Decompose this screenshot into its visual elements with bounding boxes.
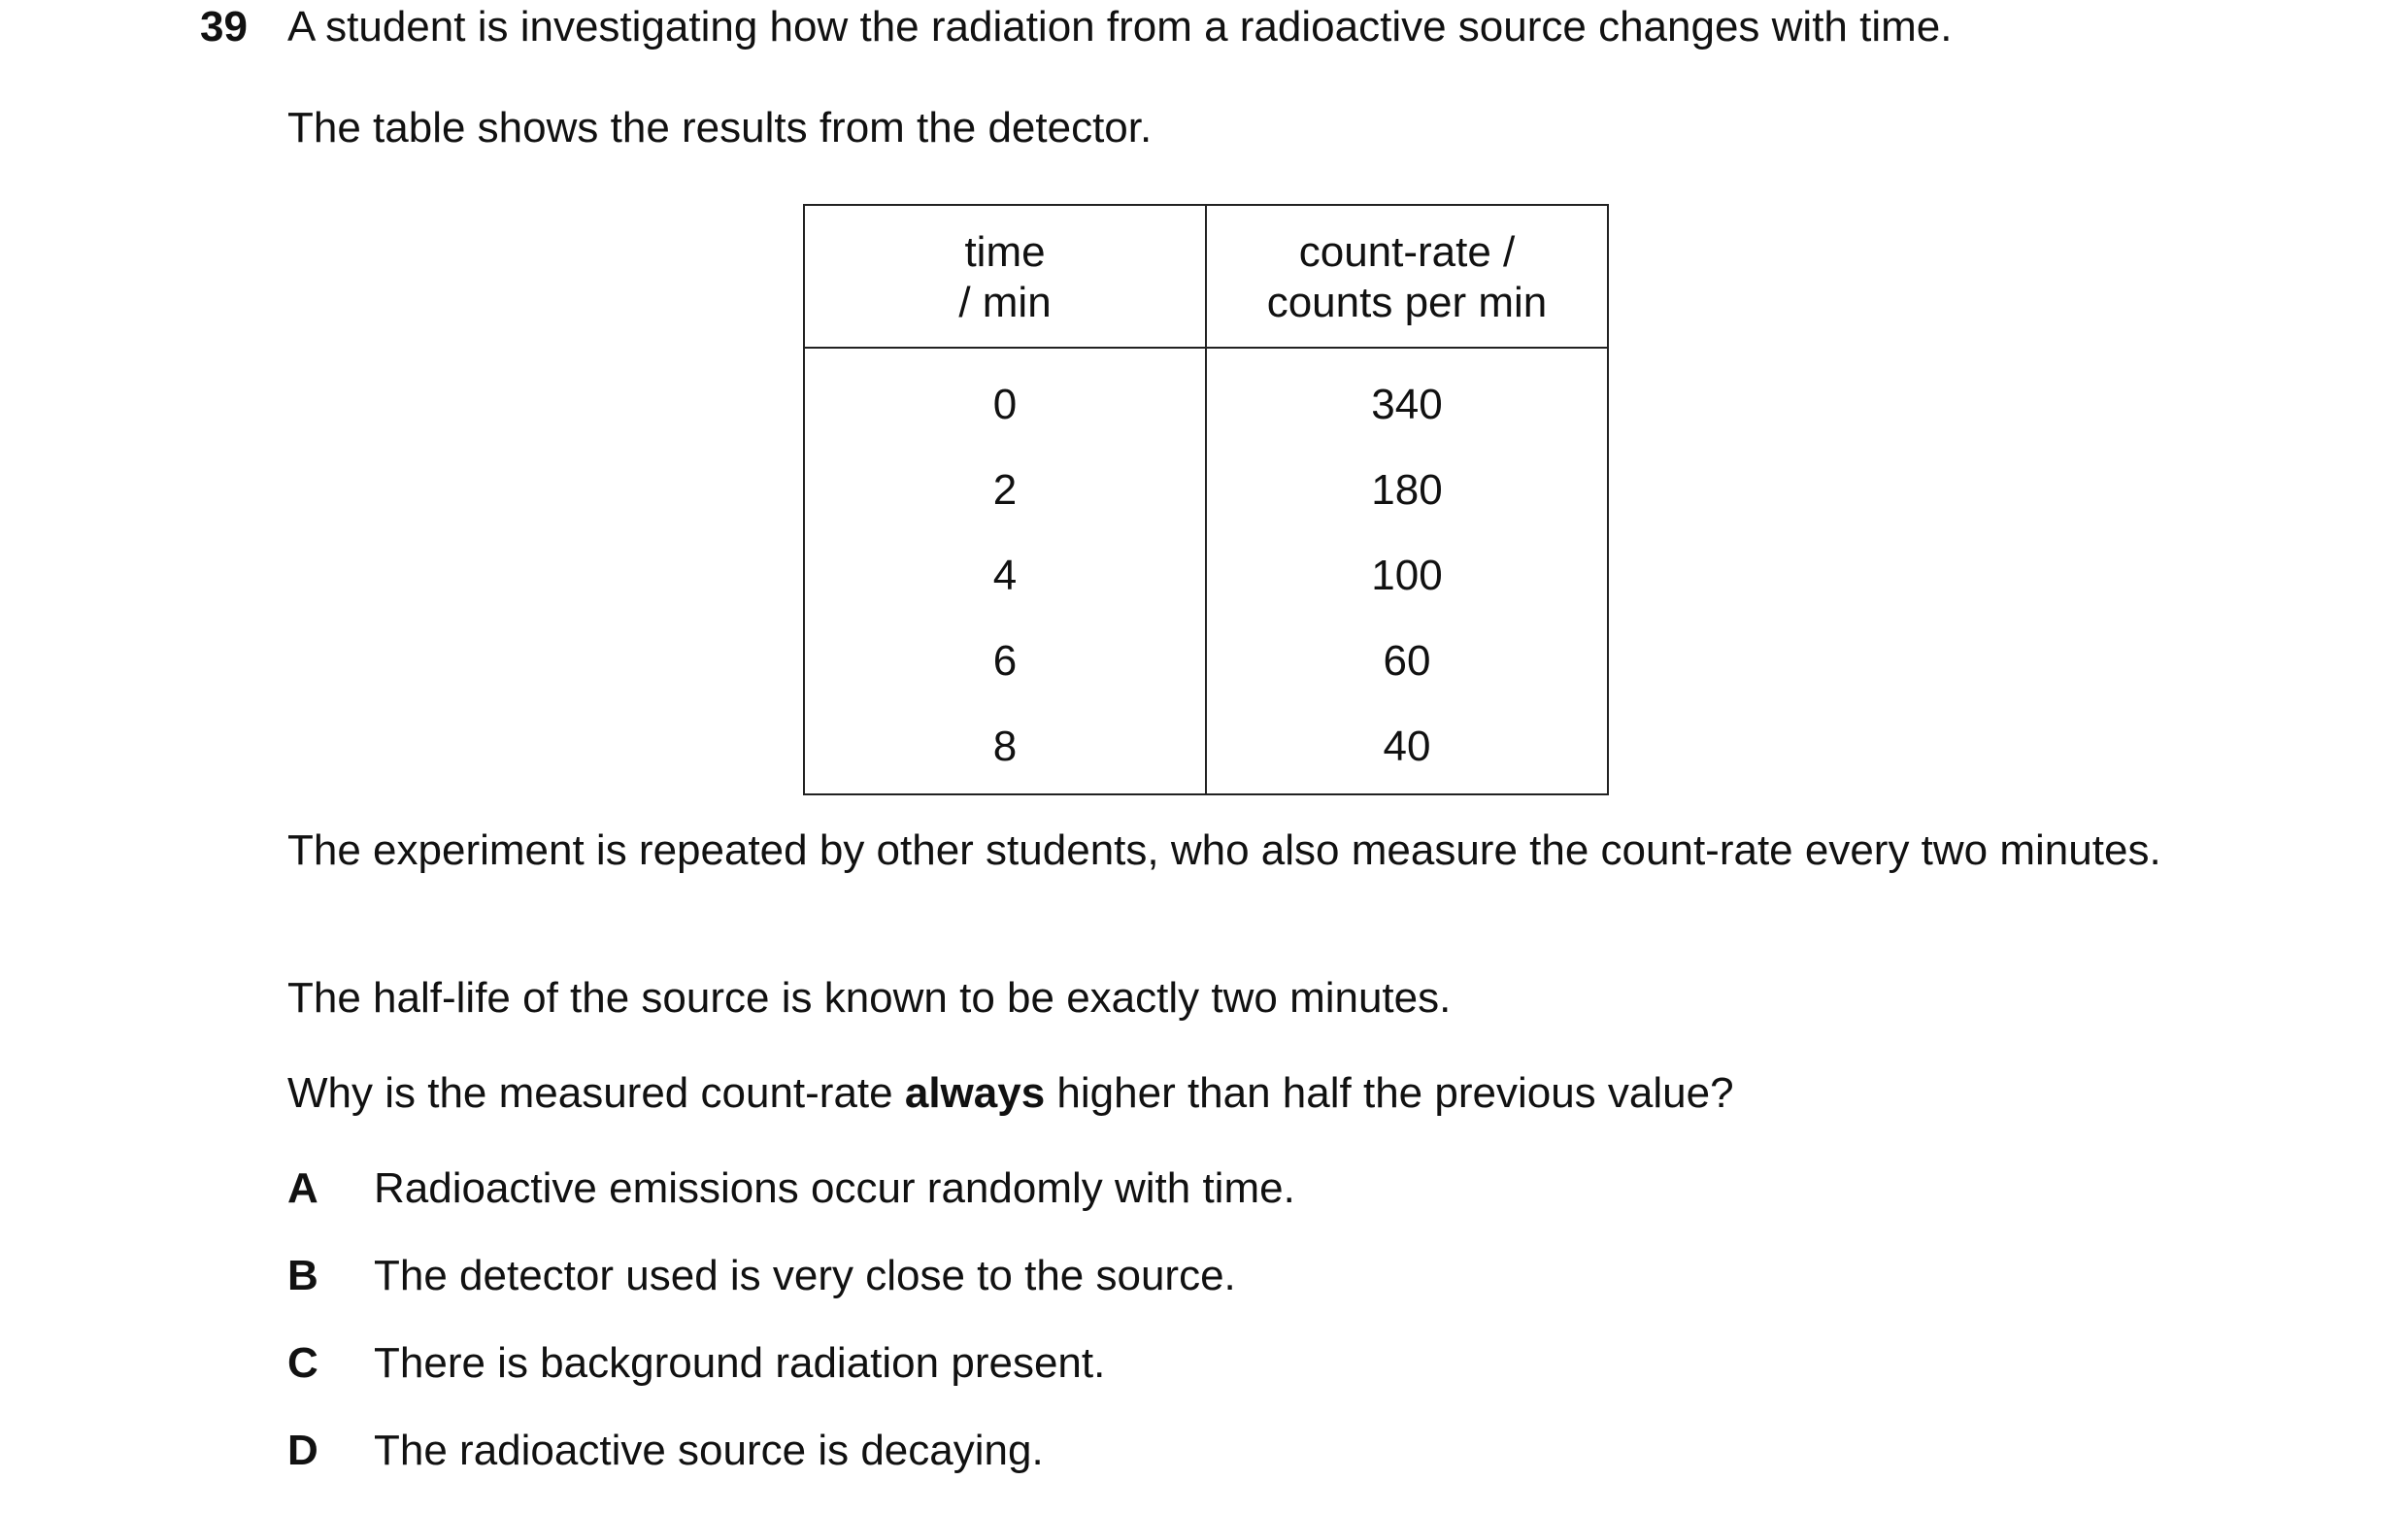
table-row	[804, 533, 1608, 619]
header-time-line2: / min	[958, 278, 1052, 326]
header-count-rate-line1: count-rate /	[1298, 227, 1516, 276]
count-rate-cell: 180	[1206, 448, 1608, 533]
option-d[interactable]	[287, 1426, 1044, 1477]
option-d-letter: D	[287, 1427, 318, 1474]
count-rate-cell: 100	[1206, 533, 1608, 619]
time-cell: 6	[804, 619, 1206, 704]
table-header-row	[804, 205, 1608, 348]
option-b[interactable]	[287, 1251, 1236, 1302]
option-c[interactable]	[287, 1338, 1105, 1390]
header-count-rate	[1206, 205, 1608, 348]
time-cell: 2	[804, 448, 1206, 533]
header-time	[804, 205, 1206, 348]
question-number: 39	[200, 3, 248, 50]
table-row	[804, 704, 1608, 794]
option-a-letter: A	[287, 1164, 318, 1212]
repeat-experiment-paragraph: The experiment is repeated by other students, who also measure the count-rate every two minutes.	[287, 826, 2161, 874]
time-cell: 8	[804, 704, 1206, 794]
option-b-text: The detector used is very close to the source.	[374, 1252, 1236, 1299]
time-cell: 4	[804, 533, 1206, 619]
option-c-letter: C	[287, 1339, 318, 1387]
prompt-text-end: higher than half the previous value?	[1045, 1069, 1734, 1117]
option-a-text: Radioactive emissions occur randomly with time.	[374, 1164, 1295, 1212]
count-rate-cell: 60	[1206, 619, 1608, 704]
question-stem: A student is investigating how the radiation from a radioactive source changes with time.	[287, 3, 1953, 50]
option-d-text: The radioactive source is decaying.	[374, 1427, 1044, 1474]
table-row	[804, 619, 1608, 704]
count-rate-cell: 340	[1206, 348, 1608, 448]
count-rate-cell: 40	[1206, 704, 1608, 794]
results-table	[803, 204, 1609, 795]
question-prompt	[287, 1068, 1734, 1120]
table-row	[804, 348, 1608, 448]
time-cell: 0	[804, 348, 1206, 448]
header-time-line1: time	[964, 227, 1046, 276]
option-c-text: There is background radiation present.	[374, 1339, 1106, 1387]
header-count-rate-line2: counts per min	[1266, 278, 1548, 326]
table-intro-text: The table shows the results from the detector.	[287, 104, 1153, 151]
option-b-letter: B	[287, 1252, 318, 1299]
half-life-paragraph: The half-life of the source is known to be exactly two minutes.	[287, 974, 1452, 1022]
option-a[interactable]	[287, 1163, 1295, 1215]
table-row	[804, 448, 1608, 533]
prompt-text-start: Why is the measured count-rate	[287, 1069, 905, 1117]
prompt-emphasis: always	[904, 1069, 1046, 1117]
